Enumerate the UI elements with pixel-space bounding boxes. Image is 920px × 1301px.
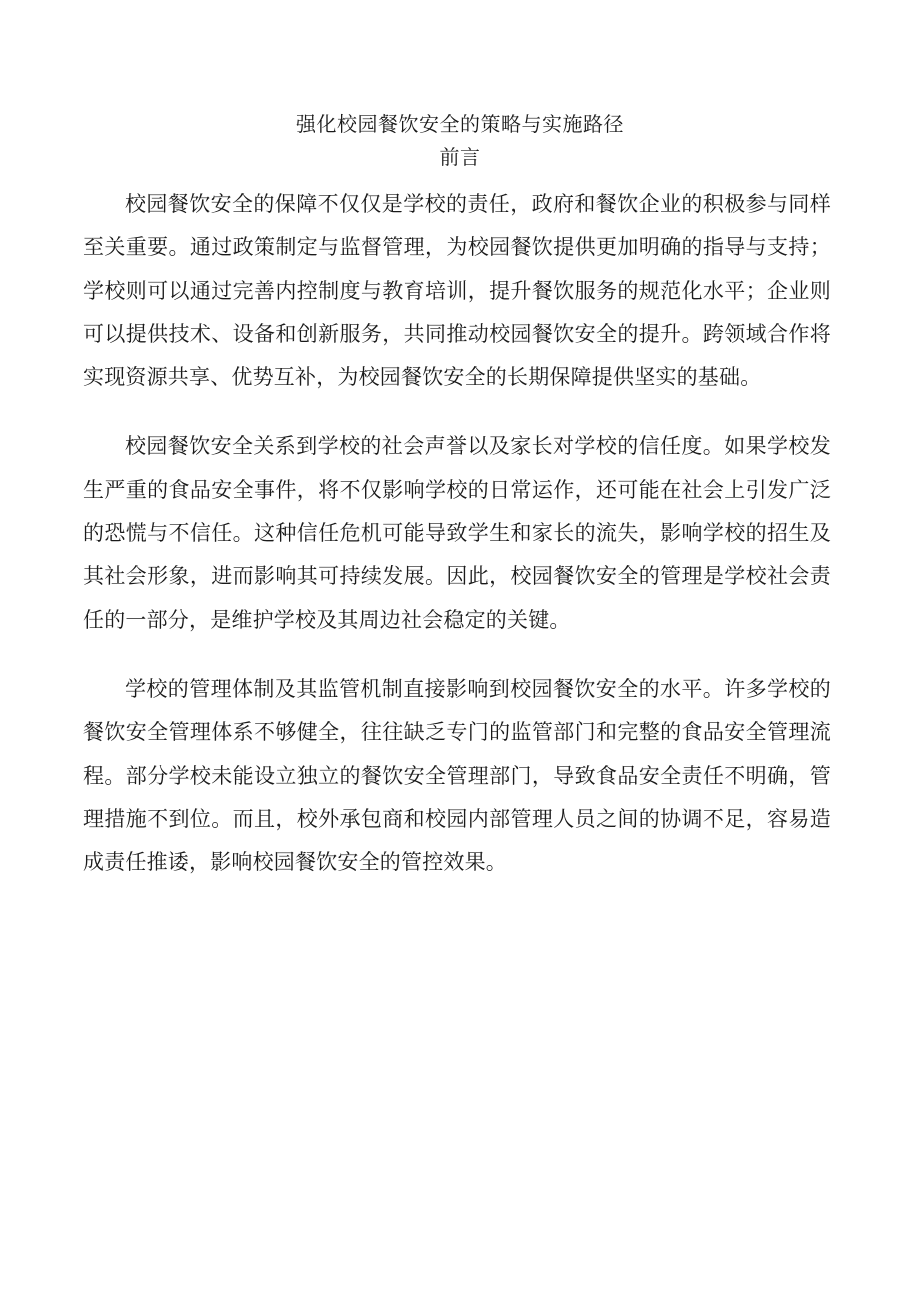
document-body — [83, 183, 831, 910]
paragraph-1: 校园餐饮安全的保障不仅仅是学校的责任，政府和餐饮企业的积极参与同样至关重要。通过政策制定与监督管理，为校园餐饮提供更加明确的指导与支持；学校则可以通过完善内控制度与教育培训，提升餐饮服务的规范化水平；企业则可以提供技术、设备和创新服务，共同推动校园餐饮安全的提升。跨领域合作将实现资源共享、优势互补，为校园餐饮安全的长期保障提供坚实的基础。 — [83, 192, 831, 390]
paragraph-3: 学校的管理体制及其监管机制直接影响到校园餐饮安全的水平。许多学校的餐饮安全管理体系不够健全，往往缺乏专门的监管部门和完整的食品安全管理流程。部分学校未能设立独立的餐饮安全管理部门，导致食品安全责任不明确，管理措施不到位。而且，校外承包商和校园内部管理人员之间的协调不足，容易造成责任推诿，影响校园餐饮安全的管控效果。 — [83, 676, 831, 875]
section-heading-preface: 前言 — [439, 145, 481, 169]
document-header — [0, 108, 920, 174]
paragraph-2: 校园餐饮安全关系到学校的社会声誉以及家长对学校的信任度。如果学校发生严重的食品安全事件，将不仅影响学校的日常运作，还可能在社会上引发广泛的恐慌与不信任。这种信任危机可能导致学生和家长的流失，影响学校的招生及其社会形象，进而影响其可持续发展。因此，校园餐饮安全的管理是学校社会责任的一部分，是维护学校及其周边社会稳定的关键。 — [83, 434, 831, 632]
document-title: 强化校园餐饮安全的策略与实施路径 — [296, 112, 624, 136]
